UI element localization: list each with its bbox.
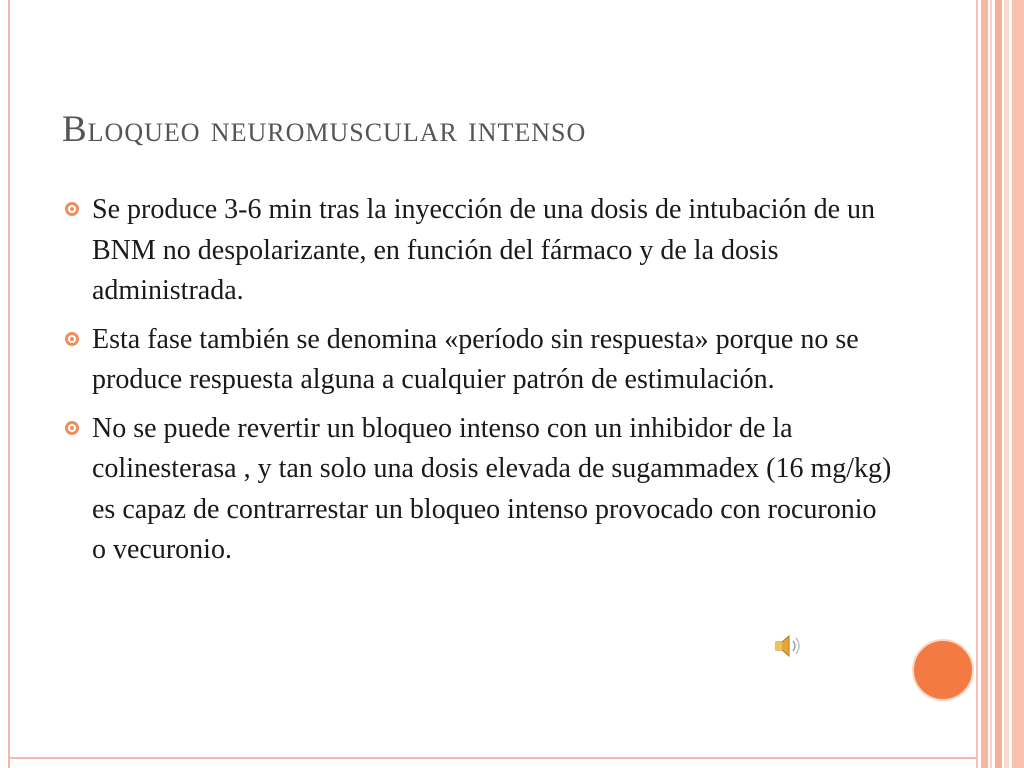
speaker-icon[interactable] <box>773 630 805 662</box>
slide-title: Bloqueo neuromuscular intenso <box>62 109 587 150</box>
bullet-text: Se produce 3-6 min tras la inyección de una dosis de intubación de un BNM no despolarizante, en función del fármaco y de la dosis administrada. <box>92 194 876 306</box>
bullet-text: Esta fase también se denomina «período sin respuesta» porque no se produce respuesta alguna a cualquier patrón de estimulación. <box>92 323 859 395</box>
stripe <box>995 0 1002 768</box>
right-decorative-stripes <box>976 0 1024 768</box>
list-item <box>62 409 892 571</box>
stripe <box>976 0 978 768</box>
orange-ring-bullet-icon <box>65 202 79 216</box>
bullet-list <box>62 190 892 579</box>
frame-left-line <box>8 0 10 768</box>
list-item <box>62 190 892 312</box>
stripe <box>981 0 988 768</box>
orange-ring-bullet-icon <box>65 421 79 435</box>
orange-circle-decoration <box>912 639 974 701</box>
stripe <box>1012 0 1024 768</box>
frame-bottom-line <box>8 757 978 759</box>
bullet-text: No se puede revertir un bloqueo intenso con un inhibidor de la colinesterasa , y tan solo una dosis elevada de sugammadex (16 mg/kg) es capaz de contrarrestar un bloqueo intenso provocado con rocuronio o vecuronio. <box>92 412 892 565</box>
orange-ring-bullet-icon <box>65 332 79 346</box>
stripe <box>1004 0 1009 768</box>
stripe <box>990 0 992 768</box>
list-item <box>62 320 892 401</box>
